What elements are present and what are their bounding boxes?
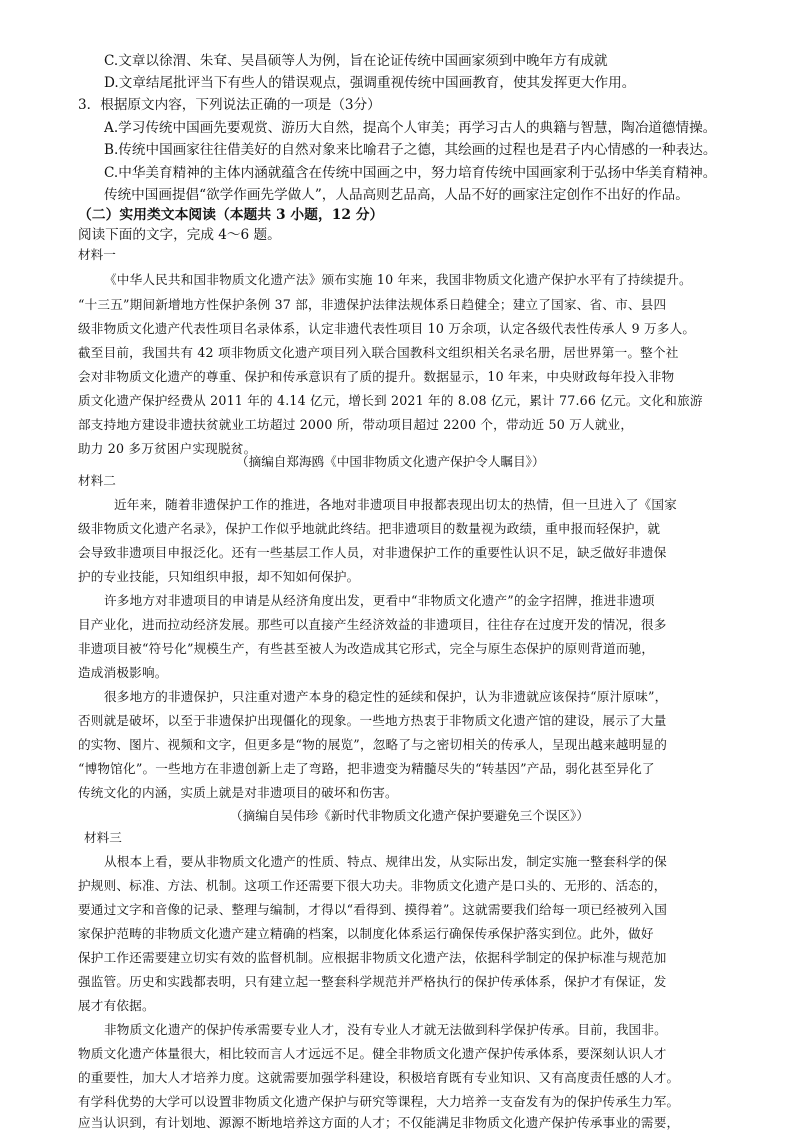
material1-line: 质文化遗产保护经费从 2011 年的 4.14 亿元，增长到 2021 年的 8.08 亿元，累计 77.66 亿元。文化和旅游 bbox=[78, 393, 703, 408]
q2-option-d: D.文章结尾批评当下有些人的错误观点，强调重视传统中国画教育，使其发挥更大作用。 bbox=[104, 75, 636, 91]
material1-line: 助力 20 多万贫困户实现脱贫。 bbox=[78, 441, 257, 456]
material3-p1-line: 保护工作还需要建立切实有效的监督机制。应根据非物质文化遗产法，依据科学制定的保护标准与规范加 bbox=[78, 950, 667, 965]
material1-line: 部支持地方建设非遗扶贫就业工坊超过 2000 所，带动项目超过 2200 个，带动近 50 万人就业， bbox=[78, 417, 634, 432]
material1-source: （摘编自郑海鸥《中国非物质文化遗产保护令人瞩目》） bbox=[236, 454, 545, 469]
q3-option-a: A.学习传统中国画先要观赏、游历大自然，提高个人审美；再学习古人的典籍与智慧，陶冶道德情操。 bbox=[104, 120, 717, 136]
material3-p2-line: 的重要性，加大人才培养力度。这就需要加强学科建设，积极培育既有专业知识、又有高度责任感的人才。 bbox=[78, 1070, 680, 1085]
material3-p1-line: 要通过文字和音像的记录、整理与编制，才得以“看得到、摸得着”。这就需要我们给每一项已经被列入国 bbox=[78, 902, 667, 917]
material1-line: “十三五”期间新增地方性保护条例 37 部，非遗保护法律法规体系日趋健全；建立了国家、省、市、县四 bbox=[78, 297, 667, 312]
material1-line: 会对非物质文化遗产的尊重、保护和传承意识有了质的提升。数据显示，10 年来，中央财政每年投入非物 bbox=[78, 369, 675, 384]
material2-p2-line: 非遗项目被“符号化”规模生产，有些甚至被人为改造成其它形式，完全与原生态保护的原则背道而驰， bbox=[78, 641, 655, 656]
material2-p2-line: 造成消极影响。 bbox=[78, 665, 168, 680]
material2-p1-line: 护的专业技能，只知组织申报，却不知如何保护。 bbox=[78, 569, 360, 584]
material3-label: 材料三 bbox=[84, 830, 122, 845]
material2-p1-line: 近年来，随着非遗保护工作的推进，各地对非遗项目申报都表现出切太的热情，但一旦进入了《国家 bbox=[114, 497, 677, 512]
material1-line: 《中华人民共和国非物质文化遗产法》颁布实施 10 年来，我国非物质文化遗产保护水平有了持续提升。 bbox=[104, 272, 692, 287]
material3-p1-line: 从根本上看，要从非物质文化遗产的性质、特点、规律出发，从实际出发，制定实施一整套科学的保 bbox=[104, 854, 667, 869]
material2-p2-line: 许多地方对非遗项目的申请是从经济角度出发，更看中“非物质文化遗产”的金字招牌，推进非遗项 bbox=[104, 593, 655, 608]
q2-option-c: C.文章以徐渭、朱耷、吴昌硕等人为例，旨在论证传统中国画家须到中晚年方有成就 bbox=[104, 53, 608, 69]
material2-p3-line: 很多地方的非遗保护，只注重对遗产本身的稳定性的延续和保护，认为非遗就应该保持“原汁原味”， bbox=[104, 689, 668, 704]
material1-line: 截至目前，我国共有 42 项非物质文化遗产项目列入联合国教科文组织相关名录名册，居世界第一。整个社 bbox=[78, 345, 679, 360]
material3-p2-line: 非物质文化遗产的保护传承需要专业人才，没有专业人才就无法做到科学保护传承。目前，我国非。 bbox=[104, 1022, 667, 1037]
material1-line: 级非物质文化遗产代表性项目名录体系，认定非遗代表性项目 10 万余项，认定各级代表性传承人 9 万多人。 bbox=[78, 321, 696, 336]
material2-p1-line: 会导致非遗项目申报泛化。还有一些基层工作人员，对非遗保护工作的重要性认识不足，缺乏做好非遗保 bbox=[78, 545, 667, 560]
material3-p1-line: 强监管。历史和实践都表明，只有建立起一整套科学规范并严格执行的保护传承体系，保护才有保证，发 bbox=[78, 974, 667, 989]
material1-label: 材料一 bbox=[78, 247, 116, 262]
material3-p2-line: 物质文化遗产体量很大，相比较而言人才远远不足。健全非物质文化遗产保护传承体系，要深刻认识人才 bbox=[78, 1046, 667, 1061]
section-heading: （二）实用类文本阅读（本题共 3 小题，12 分） bbox=[78, 207, 384, 223]
material2-p3-line: 否则就是破坏，以至于非遗保护出现僵化的现象。一些地方热衷于非物质文化遗产馆的建设，展示了大量 bbox=[78, 713, 667, 728]
material2-source: （摘编自吴伟珍《新时代非物质文化遗产保护要避免三个误区》） bbox=[230, 808, 589, 823]
material2-p1-line: 级非物质文化遗产名录》，保护工作似乎地就此终结。把非遗项目的数量视为政绩，重申报而轻保护，就 bbox=[78, 521, 661, 536]
material3-p2-line: 有学科优势的大学可以设置非物质文化遗产保护与研究等课程，大力培养一支奋发有为的保护传承生力军。 bbox=[78, 1094, 680, 1109]
material2-label: 材料二 bbox=[78, 473, 116, 488]
material2-p3-line: 的实物、图片、视频和文字，但更多是“物的展览”，忽略了与之密切相关的传承人，呈现出越来越明显的 bbox=[78, 737, 667, 752]
section-instruction: 阅读下面的文字，完成 4～6 题。 bbox=[78, 227, 281, 243]
q3-stem: 3．根据原文内容，下列说法正确的一项是（3分） bbox=[78, 97, 381, 113]
material2-p2-line: 目产业化，进而拉动经济发展。那些可以直接产生经济效益的非遗项目，往往存在过度开发的情况，很多 bbox=[78, 617, 667, 632]
q3-option-c: C.中华美育精神的主体内涵就蕴含在传统中国画之中，努力培育传统中国画家利于弘扬中华美育精神。 bbox=[104, 165, 717, 181]
material2-p3-line: “博物馆化”。一些地方在非遗创新上走了弯路，把非遗变为精髓尽失的“转基因”产品，弱化甚至异化了 bbox=[78, 761, 655, 776]
material3-p1-line: 家保护范畴的非物质文化遗产建立精确的档案，以制度化体系运行确保传承保护落实到位。此外，做好 bbox=[78, 926, 654, 941]
material3-p2-line: 应当认识到，有计划地、源源不断地培养这方面的人才；不仅能满足非物质文化遗产保护传承事业的需要， bbox=[78, 1115, 680, 1130]
material2-p3-line: 传统文化的内涵，实质上就是对非遗项目的破坏和伤害。 bbox=[78, 785, 398, 800]
material3-p1-line: 护规则、标准、方法、机制。这项工作还需要下很大功夫。非物质文化遗产是口头的、无形的、活态的， bbox=[78, 878, 667, 893]
q3-option-b: B.传统中国画家往往借美好的自然对象来比喻君子之德，其绘画的过程也是君子内心情感的一种表达。 bbox=[104, 142, 717, 158]
material3-p1-line: 展才有依据。 bbox=[78, 998, 155, 1013]
q3-option-d: 传统中国画提倡“欲学作画先学做人”，人品高则艺品高，人品不好的画家注定创作不出好的作品。 bbox=[104, 187, 689, 203]
